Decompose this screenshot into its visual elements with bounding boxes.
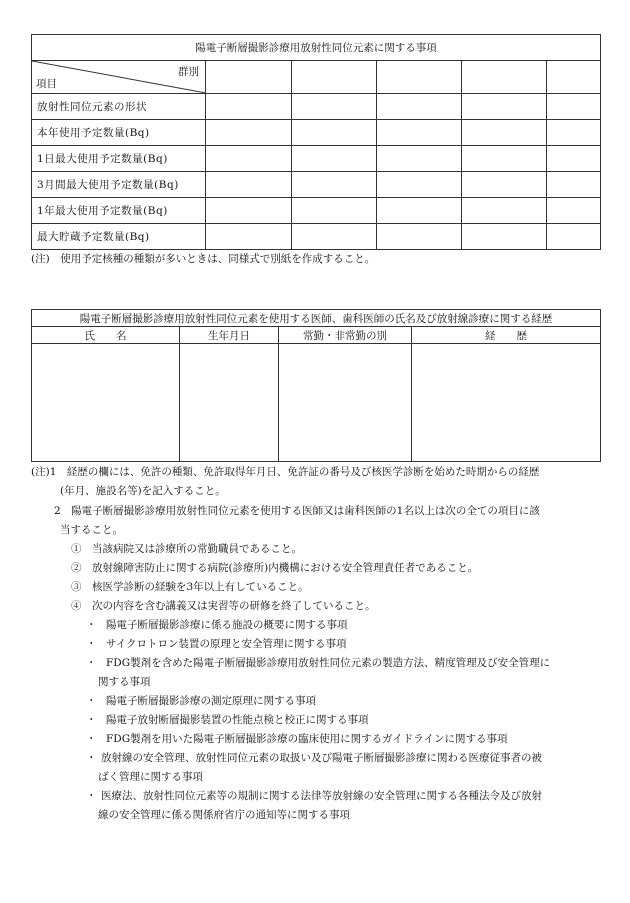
group-cell[interactable] — [462, 61, 547, 94]
value-cell[interactable] — [462, 94, 547, 120]
training-item: サイクロトロン装置の原理と安全管理に関する事項 — [106, 638, 347, 650]
group-cell[interactable] — [206, 61, 292, 94]
group-cell[interactable] — [377, 61, 462, 94]
value-cell[interactable] — [206, 94, 292, 120]
training-item: 医療法、放射性同位元素等の規制に関する法律等放射線の安全管理に関する各種法令及び放射 — [101, 790, 542, 802]
value-cell[interactable] — [292, 172, 377, 198]
bullet-icon: ・ — [86, 657, 97, 669]
row-label: 最大貯蔵予定数量(Bq) — [32, 224, 206, 250]
value-cell[interactable] — [547, 224, 601, 250]
note-2-line-b: 当すること。 — [60, 524, 123, 536]
value-cell[interactable] — [206, 198, 292, 224]
value-cell[interactable] — [292, 120, 377, 146]
column-header-career: 経 歴 — [412, 327, 601, 344]
note-1-line-b: (年月、施設名等)を記入すること。 — [60, 485, 226, 497]
row-label: 3月間最大使用予定数量(Bq) — [32, 172, 206, 198]
training-item-cont: 関する事項 — [98, 676, 151, 688]
career-cell[interactable] — [412, 344, 601, 462]
value-cell[interactable] — [377, 146, 462, 172]
value-cell[interactable] — [292, 94, 377, 120]
bullet-icon: ・ — [86, 619, 97, 631]
group-cell[interactable] — [292, 61, 377, 94]
value-cell[interactable] — [377, 198, 462, 224]
column-header-name: 氏 名 — [32, 327, 180, 344]
note-1-line-a: (注)1 経歴の欄には、免許の種類、免許取得年月日、免許証の番号及び核医学診断を始めた時期からの経歴 — [31, 466, 540, 478]
employment-cell[interactable] — [279, 344, 412, 462]
physician-table-title: 陽電子断層撮影診療用放射性同位元素を使用する医師、歯科医師の氏名及び放射線診療に関する経歴 — [32, 310, 601, 327]
table1-note: (注) 使用予定核種の種類が多いときは、同様式で別紙を作成すること。 — [31, 253, 376, 265]
bullet-icon: ・ — [86, 714, 97, 726]
birthdate-cell[interactable] — [180, 344, 279, 462]
value-cell[interactable] — [377, 172, 462, 198]
condition-3: ③ 核医学診断の経験を3年以上有していること。 — [71, 581, 309, 593]
training-item: FDG製剤を用いた陽電子断層撮影診療の臨床使用に関するガイドラインに関する事項 — [106, 733, 508, 745]
value-cell[interactable] — [292, 224, 377, 250]
bullet-icon: ・ — [86, 638, 97, 650]
training-item-cont: ばく管理に関する事項 — [98, 771, 203, 783]
value-cell[interactable] — [206, 172, 292, 198]
value-cell[interactable] — [462, 198, 547, 224]
value-cell[interactable] — [547, 146, 601, 172]
condition-2: ② 放射線障害防止に関する病院(診療所)内機構における安全管理責任者であること。 — [71, 562, 479, 574]
value-cell[interactable] — [547, 198, 601, 224]
isotope-table — [31, 34, 601, 250]
column-header-birthdate: 生年月日 — [180, 327, 279, 344]
condition-4: ④ 次の内容を含む講義又は実習等の研修を終了していること。 — [71, 600, 376, 612]
diagonal-header-cell — [32, 61, 206, 94]
training-item: 陽電子放射断層撮影装置の性能点検と校正に関する事項 — [106, 714, 369, 726]
row-label: 放射性同位元素の形状 — [32, 94, 206, 120]
bullet-icon: ・ — [86, 752, 97, 764]
value-cell[interactable] — [462, 224, 547, 250]
value-cell[interactable] — [462, 172, 547, 198]
header-group-label: 群別 — [178, 66, 199, 78]
value-cell[interactable] — [377, 94, 462, 120]
value-cell[interactable] — [462, 146, 547, 172]
header-item-label: 項目 — [36, 78, 57, 90]
value-cell[interactable] — [462, 120, 547, 146]
note-2-line-a: 2 陽電子断層撮影診療用放射性同位元素を使用する医師又は歯科医師の1名以上は次の全ての項目に該 — [54, 505, 540, 517]
isotope-table-title: 陽電子断層撮影診療用放射性同位元素に関する事項 — [32, 35, 601, 61]
column-header-employment: 常勤・非常勤の別 — [279, 327, 412, 344]
value-cell[interactable] — [547, 94, 601, 120]
name-cell[interactable] — [32, 344, 180, 462]
condition-1: ① 当該病院又は診療所の常勤職員であること。 — [71, 543, 302, 555]
value-cell[interactable] — [547, 172, 601, 198]
training-item: FDG製剤を含めた陽電子断層撮影診療用放射性同位元素の製造方法、精度管理及び安全管理に — [106, 657, 551, 669]
physician-table — [31, 309, 601, 462]
bullet-icon: ・ — [86, 695, 97, 707]
value-cell[interactable] — [377, 120, 462, 146]
training-item-cont: 線の安全管理に係る関係府省庁の通知等に関する事項 — [98, 809, 350, 821]
value-cell[interactable] — [292, 146, 377, 172]
training-item: 陽電子断層撮影診療に係る施設の概要に関する事項 — [106, 619, 348, 631]
value-cell[interactable] — [292, 198, 377, 224]
row-label: 1年最大使用予定数量(Bq) — [32, 198, 206, 224]
bullet-icon: ・ — [86, 790, 97, 802]
value-cell[interactable] — [206, 146, 292, 172]
group-cell[interactable] — [547, 61, 601, 94]
value-cell[interactable] — [206, 120, 292, 146]
training-item: 陽電子断層撮影診療の測定原理に関する事項 — [106, 695, 316, 707]
row-label: 本年使用予定数量(Bq) — [32, 120, 206, 146]
training-item: 放射線の安全管理、放射性同位元素の取扱い及び陽電子断層撮影診療に関わる医療従事者の被 — [101, 752, 542, 764]
bullet-icon: ・ — [86, 733, 97, 745]
value-cell[interactable] — [377, 224, 462, 250]
value-cell[interactable] — [547, 120, 601, 146]
value-cell[interactable] — [206, 224, 292, 250]
row-label: 1日最大使用予定数量(Bq) — [32, 146, 206, 172]
